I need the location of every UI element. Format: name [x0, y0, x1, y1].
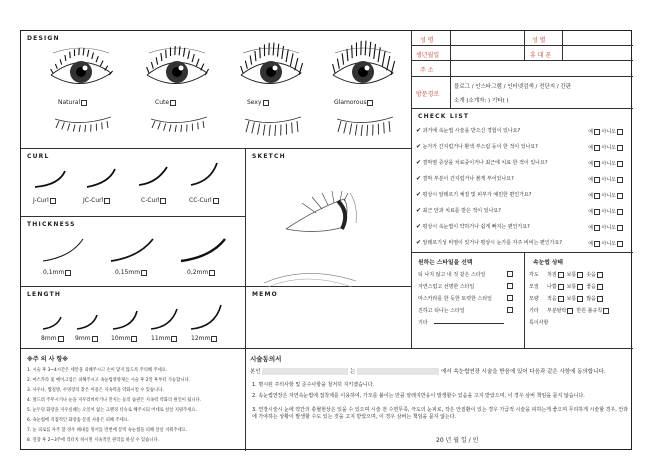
- yes-label: 예: [588, 145, 593, 151]
- lash-state-option-label: 좋음: [586, 284, 597, 290]
- customer-row-1: [412, 31, 633, 46]
- yes-label: 예: [588, 177, 593, 183]
- checklist-answer[interactable]: [588, 224, 623, 231]
- lash-state-label: 각도: [529, 272, 539, 278]
- no-checkbox[interactable]: [617, 129, 623, 135]
- design-title: DESIGN: [27, 35, 60, 42]
- lash-state-label: 모질: [529, 284, 539, 290]
- length-option-10[interactable]: [111, 335, 137, 342]
- jc-curl-shape: [87, 169, 115, 187]
- style-option[interactable]: [418, 271, 486, 278]
- design-option-label: Cute: [155, 99, 170, 106]
- checkbox[interactable]: [263, 100, 269, 106]
- lash-state-row: [529, 295, 606, 302]
- lash-state-option[interactable]: [586, 272, 603, 278]
- route-label: 방문경로: [416, 91, 440, 98]
- lash-state-option[interactable]: [586, 284, 603, 290]
- checklist-question: [416, 175, 514, 182]
- yes-checkbox[interactable]: [594, 225, 600, 231]
- no-checkbox[interactable]: [617, 177, 623, 183]
- check-mark-icon: ✔: [416, 239, 422, 246]
- thickness-option-02[interactable]: [187, 269, 215, 276]
- notice-item: 3. 사우나, 찜질방, 수영장의 잦은 이용은 지속력을 약화시킬 수 있습니다.: [27, 388, 164, 393]
- checkbox[interactable]: [65, 270, 71, 276]
- eye-illustration: [147, 46, 209, 132]
- style-option[interactable]: [418, 283, 474, 290]
- checklist-answer[interactable]: [588, 144, 623, 151]
- checklist-question: [416, 143, 538, 150]
- lash-state-option-label: 부분탈락: [547, 308, 567, 314]
- checkbox[interactable]: [81, 100, 87, 106]
- design-option-label: Glamorous: [334, 99, 367, 106]
- curl-label: C-Curl: [141, 197, 160, 204]
- length-section: [21, 287, 246, 349]
- curl-label: CC-Curl: [189, 197, 212, 204]
- lash-state-option-label: 처짐: [547, 272, 557, 278]
- lash-state-option-label: 보통: [566, 296, 577, 302]
- lash-state-option-label: 나쁨: [547, 284, 557, 290]
- no-checkbox[interactable]: [617, 209, 623, 215]
- lash-state-option[interactable]: [547, 272, 564, 278]
- style-option-label: 기타: [418, 320, 428, 326]
- lash-state-label: 특이사항: [529, 320, 549, 326]
- checkbox[interactable]: [597, 296, 603, 302]
- customer-row-4: [412, 77, 633, 109]
- thickness-drawings: [21, 217, 246, 287]
- checkbox[interactable]: [160, 198, 166, 204]
- yes-checkbox[interactable]: [594, 161, 600, 167]
- checklist-question-text: 과거에 속눈썹 시술을 받으신 경험이 있나요?: [422, 128, 521, 134]
- checklist-question-text: 평상시 알레르기 체질 및 피부가 예민한 편인가요?: [422, 192, 532, 198]
- curl-option-c[interactable]: [141, 197, 166, 204]
- curl-label: J-Curl: [33, 197, 49, 204]
- thickness-title: THICKNESS: [27, 221, 76, 228]
- phone-label: 휴 대 폰: [530, 52, 552, 59]
- birth-label: 생년월일: [416, 52, 440, 59]
- notice-item: 8. 연장 후 2~3주에 리터치 하시면 지속적인 관리를 하실 수 있습니다.: [27, 438, 159, 443]
- checklist-question: [416, 127, 520, 134]
- style-option-label: 마스카라를 한 듯한 또렷한 스타일: [418, 296, 492, 302]
- length-label: 12mm: [191, 335, 211, 342]
- checkbox[interactable]: [170, 100, 176, 106]
- notice-section: [21, 349, 246, 451]
- check-mark-icon: ✔: [416, 191, 422, 198]
- no-label: 아니오: [601, 129, 616, 135]
- c-curl-shape: [139, 167, 167, 185]
- length-label: 8mm: [41, 335, 57, 342]
- design-option-glamorous[interactable]: [334, 99, 373, 106]
- name-label: 성 명: [420, 37, 434, 44]
- design-section: [21, 31, 412, 149]
- checkbox[interactable]: [577, 272, 583, 278]
- thickness-label: 0,1mm: [43, 269, 65, 276]
- notice-title: ※주 의 사 항※: [27, 356, 69, 363]
- length-option-11[interactable]: [151, 335, 177, 342]
- design-option-label: Sexy: [247, 99, 262, 106]
- checklist-question: [416, 159, 548, 166]
- lash-state-option-label: 반원 불규칙: [576, 308, 603, 314]
- no-label: 아니오: [601, 225, 616, 231]
- yes-label: 예: [588, 129, 593, 135]
- lash-state-row: [529, 283, 606, 290]
- length-label: 11mm: [151, 335, 171, 342]
- checkbox[interactable]: [577, 296, 583, 302]
- sketch-section: [246, 149, 412, 287]
- consent-item: 3. 연장시술시 눈에 약간의 충혈현상은 있을 수 있으며 시술 전 수면무족, 극도의 눈피로, 작은 안질환이 있는 경우 가급적 시술을 피하는게 좋으며 무리하게 시술할 경우, 안과에 가야하는 상황이 발생할 수도 있는 것을 고지 받았으며, 이 경우 삼버는 책임을 묻지 않는다.: [252, 407, 629, 420]
- j-curl-shape: [35, 171, 65, 187]
- checklist-answer[interactable]: [588, 240, 623, 247]
- length-label: 10mm: [111, 335, 131, 342]
- checklist-question-text: 최근 안과 치료를 받은 적이 있나요?: [422, 208, 501, 214]
- checklist-question: [416, 191, 531, 198]
- notice-item: 6. 속눈썹에 직접적인 화장솜 문질 사용은 피해 주세요.: [27, 418, 130, 423]
- style-option[interactable]: [418, 307, 465, 314]
- checklist-answer[interactable]: [588, 176, 623, 183]
- checklist-question-text: 결막염 증상을 치료중이거나 최근에 치료 한 적이 있나요?: [422, 160, 548, 166]
- checkbox[interactable]: [213, 198, 219, 204]
- no-label: 아니오: [601, 241, 616, 247]
- yes-label: 예: [588, 193, 593, 199]
- consent-item: 2. 속눈썹연장은 자연속눈썹에 접착제를 이용하여, 가모를 붙이는 만큼 알레지반응이 발생할수 있음을 고지 받았으며, 이 경우 삼버 책임을 묻지 않습니다.: [252, 393, 585, 399]
- gender-label: 성 별: [532, 37, 546, 44]
- no-label: 아니오: [601, 193, 616, 199]
- lash-state-option[interactable]: [567, 272, 584, 278]
- checklist-question-text: 알레르기성 비염이 있거나 평상시 눈가를 자주 비비는 편인가요?: [422, 240, 562, 246]
- checkbox[interactable]: [597, 284, 603, 290]
- lash-state-option[interactable]: [547, 308, 573, 314]
- lash-state-title: 속눈썹 상태: [533, 260, 564, 266]
- notice-item: 7. 눈 피로를 자주 할 경우 떼내를 망서를 먼번에 문빅 속눈썹을 피해 살살 지워주세요.: [27, 428, 188, 433]
- notice-item: 4. 엎드려 주무시거나 눈을 지우러비비거나 만지는 등의 습관은 지속력 약화의 원인이 됩니다.: [27, 398, 202, 403]
- checkbox[interactable]: [50, 198, 56, 204]
- checkbox[interactable]: [171, 336, 177, 342]
- checkbox[interactable]: [507, 307, 513, 313]
- eye-side-sketch[interactable]: [246, 149, 412, 287]
- lash-state-option[interactable]: [586, 296, 603, 302]
- no-label: 아니오: [601, 177, 616, 183]
- lash-state-section: [525, 253, 633, 349]
- checklist-answer[interactable]: [588, 192, 623, 199]
- yes-checkbox[interactable]: [594, 177, 600, 183]
- style-pref-title: 원하는 스타일을 선택: [418, 260, 473, 266]
- curl-section: [21, 149, 246, 217]
- eye-illustration: [241, 43, 303, 136]
- consent-section: [246, 349, 633, 451]
- lash-state-option-label: 보통: [566, 284, 577, 290]
- yes-label: 예: [588, 209, 593, 215]
- lash-state-option-label: 솟음: [586, 272, 597, 278]
- yes-checkbox[interactable]: [594, 209, 600, 215]
- checklist-question: [416, 239, 562, 246]
- route-options-2[interactable]: 소개 (소개자: ) 기타( ): [454, 98, 509, 104]
- lash-state-row: [529, 319, 547, 326]
- sketch-title: SKETCH: [252, 153, 286, 160]
- no-checkbox[interactable]: [617, 225, 623, 231]
- checkbox[interactable]: [567, 308, 573, 314]
- checkbox[interactable]: [131, 336, 137, 342]
- design-option-natural[interactable]: [58, 99, 87, 106]
- checkbox[interactable]: [507, 295, 513, 301]
- check-mark-icon: ✔: [416, 223, 422, 230]
- lash-state-option[interactable]: [567, 284, 584, 290]
- curl-option-j[interactable]: [33, 197, 56, 204]
- curl-option-cc[interactable]: [189, 197, 219, 204]
- curl-title: CURL: [27, 153, 50, 160]
- checkbox[interactable]: [367, 100, 373, 106]
- notice-item: 2. 마스카라 및 메이크업은 피해주시고 속눈썹영양제는 시술 후 2일 후부터 가능합니다.: [27, 378, 190, 383]
- no-checkbox[interactable]: [617, 145, 623, 151]
- other-style-input[interactable]: [434, 323, 504, 324]
- lash-state-label: 기타: [529, 308, 539, 314]
- consultation-sheet: [20, 30, 632, 450]
- route-options[interactable]: 블로그 / 인스타그램 / 인터넷검색 / 전단지 / 간판: [454, 84, 572, 90]
- lash-state-option-label: 적음: [547, 296, 557, 302]
- no-label: 아니오: [601, 209, 616, 215]
- curl-label: JC-Curl: [83, 197, 104, 204]
- checklist-answer[interactable]: [588, 128, 623, 135]
- length-label: 9mm: [75, 335, 91, 342]
- lash-state-option[interactable]: [547, 296, 564, 302]
- curl-option-jc[interactable]: [83, 197, 110, 204]
- thickness-label: 0,15mm: [115, 269, 141, 276]
- thickness-label: 0,2mm: [187, 269, 209, 276]
- checkbox[interactable]: [211, 336, 217, 342]
- lash-state-option-label: 많음: [586, 296, 597, 302]
- yes-label: 예: [588, 161, 593, 167]
- no-checkbox[interactable]: [617, 193, 623, 199]
- consent-prefix: 본인: [250, 369, 261, 375]
- lash-state-option[interactable]: [567, 296, 584, 302]
- checkbox[interactable]: [597, 272, 603, 278]
- checkbox[interactable]: [603, 308, 609, 314]
- style-pref-section: [412, 253, 525, 349]
- check-mark-icon: ✔: [416, 207, 422, 214]
- consent-mid: 는: [350, 369, 356, 375]
- lash-state-row: [529, 307, 612, 314]
- thickness-option-015[interactable]: [115, 269, 147, 276]
- eye-illustration: [333, 41, 395, 136]
- style-option-label: 티 나지 않고 내 것 같은 스타일: [418, 272, 486, 278]
- notice-item: 1. 시술 후 3~4시간은 세안을 피해주시고 손이 닿지 않도록 주의해 주세요.: [27, 368, 168, 373]
- length-title: LENGTH: [27, 291, 62, 298]
- no-label: 아니오: [601, 161, 616, 167]
- lash-state-option[interactable]: [547, 284, 564, 290]
- yes-checkbox[interactable]: [594, 193, 600, 199]
- check-mark-icon: ✔: [416, 175, 422, 182]
- no-checkbox[interactable]: [617, 161, 623, 167]
- check-mark-icon: ✔: [416, 127, 422, 134]
- checkbox[interactable]: [209, 270, 215, 276]
- checkbox[interactable]: [141, 270, 147, 276]
- design-option-label: Natural: [58, 99, 81, 106]
- checklist-question: [416, 207, 501, 214]
- design-option-cute[interactable]: [155, 99, 176, 106]
- checklist-answer[interactable]: [588, 160, 623, 167]
- cc-curl-shape: [191, 163, 217, 185]
- address-label: 주 소: [420, 67, 434, 74]
- customer-row-2: [412, 46, 633, 61]
- lash-state-option[interactable]: [576, 308, 609, 314]
- customer-info: [412, 31, 633, 109]
- consent-line: [250, 367, 605, 375]
- no-label: 아니오: [601, 145, 616, 151]
- shop-name-blank[interactable]: [357, 368, 439, 375]
- thickness-option-01[interactable]: [43, 269, 71, 276]
- consent-title: 시술동의서: [250, 355, 282, 363]
- customer-name-blank[interactable]: [262, 368, 348, 375]
- eye-designs: [21, 31, 412, 149]
- style-option[interactable]: [418, 295, 492, 302]
- notice-item: 5. 눈두덩 화장을 지우실때는 오일이 없는 크렌징 티슈로 해주시되 어데로 살살 지워주세요.: [27, 408, 197, 413]
- check-mark-icon: ✔: [416, 159, 422, 166]
- no-checkbox[interactable]: [617, 241, 623, 247]
- style-option-label: 자연스럽고 선명한 스타일: [418, 284, 475, 290]
- check-mark-icon: ✔: [416, 143, 422, 150]
- curl-drawings: [21, 149, 246, 217]
- memo-title: MEMO: [252, 291, 278, 298]
- consent-suffix: 에서 속눈썹연장 시술을 받음에 있어 다음과 같은 사항에 동의합니다.: [440, 369, 606, 375]
- length-option-9[interactable]: [75, 335, 98, 342]
- checklist-question: [416, 223, 530, 230]
- yes-checkbox[interactable]: [594, 241, 600, 247]
- lash-state-label: 모량: [529, 296, 539, 302]
- checkbox[interactable]: [577, 284, 583, 290]
- lash-state-option-label: 보통: [566, 272, 577, 278]
- checklist-section: [412, 109, 633, 253]
- length-option-12[interactable]: [191, 335, 217, 342]
- yes-checkbox[interactable]: [594, 129, 600, 135]
- checklist-title: CHECK LIST: [418, 113, 470, 120]
- eye-illustration: [51, 48, 113, 132]
- yes-label: 예: [588, 241, 593, 247]
- thickness-section: [21, 217, 246, 287]
- memo-section[interactable]: [246, 287, 412, 349]
- checkbox[interactable]: [558, 296, 564, 302]
- checkbox[interactable]: [507, 271, 513, 277]
- consent-date-signature[interactable]: 20 년 월 일 / 인: [436, 437, 479, 444]
- yes-checkbox[interactable]: [594, 145, 600, 151]
- style-option-label: 진하고 티나는 스타일: [418, 308, 465, 314]
- checklist-question-text: 결막 부분이 간지럽거나 붉게 부어있나요?: [422, 176, 514, 182]
- checkbox[interactable]: [507, 283, 513, 289]
- style-option[interactable]: [418, 319, 504, 326]
- design-option-sexy[interactable]: [247, 99, 269, 106]
- length-option-8[interactable]: [41, 335, 64, 342]
- yes-label: 예: [588, 225, 593, 231]
- consent-item: 1. 명시된 주의사항 및 준수사항을 철저히 지키겠습니다.: [252, 382, 375, 388]
- checklist-question-text: 눈가가 간지럽거나 환색 부스럼 등이 한 적이 있나요?: [422, 144, 538, 150]
- lash-state-row: [529, 271, 606, 278]
- checkbox[interactable]: [104, 198, 110, 204]
- checklist-answer[interactable]: [588, 208, 623, 215]
- checklist-question-text: 평상시 속눈썹이 약하거나 쉽게 빠지는 편인가요?: [422, 224, 530, 230]
- checkbox[interactable]: [558, 284, 564, 290]
- checkbox[interactable]: [558, 272, 564, 278]
- checkbox[interactable]: [58, 336, 64, 342]
- customer-row-3: [412, 61, 633, 77]
- checkbox[interactable]: [92, 336, 98, 342]
